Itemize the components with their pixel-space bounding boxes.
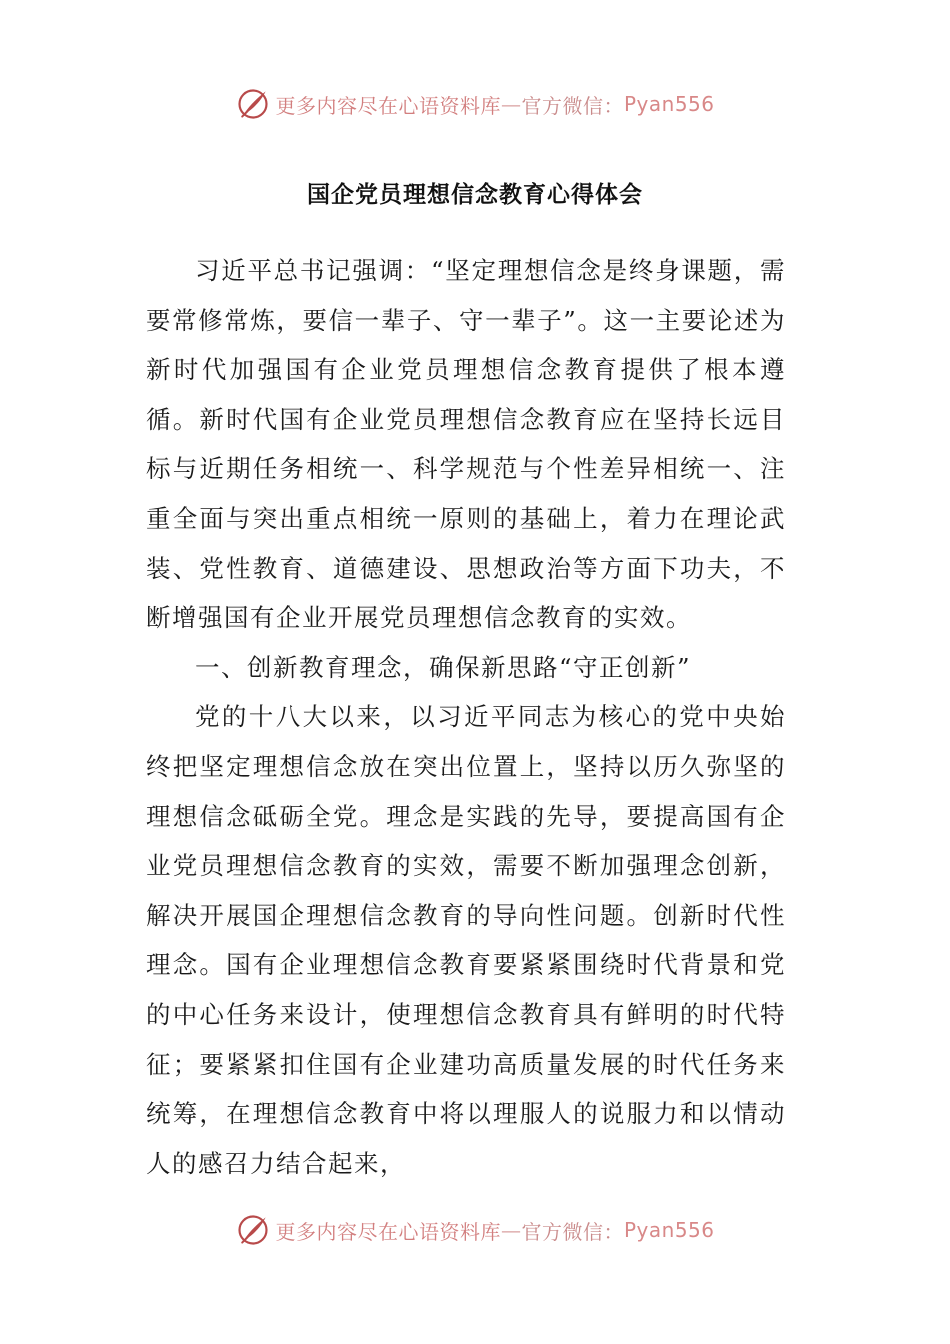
paragraph-section-1: 党的十八大以来，以习近平同志为核心的党中央始终把坚定理想信念放在突出位置上，坚持以历久弥坚的理想信念砥砺全党。理念是实践的先导，要提高国有企业党员理想信念教育的实效，需要不断加强理念创新，解决开展国企理想信念教育的导向性问题。创新时代性理念。国有企业理想信念教育要紧紧围绕时代背景和党的中心任务来设计，使理想信念教育具有鲜明的时代特征；要紧紧扣住国有企业建功高质量发展的时代任务来统筹，在理想信念教育中将以理服人的说服力和以情动人的感召力结合起来， xyxy=(146,702,786,1178)
paragraph-intro: 习近平总书记强调：“坚定理想信念是终身课题，需要常修常炼，要信一辈子、守一辈子”。这一主要论述为新时代加强国有企业党员理想信念教育提供了根本遵循。新时代国有企业党员理想信念教育应在坚持长远目标与近期任务相统一、科学规范与个性差异相统一、注重全面与突出重点相统一原则的基础上，着力在理论武装、党性教育、道德建设、思想政治等方面下功夫，不断增强国有企业开展党员理想信念教育的实效。 xyxy=(146,256,786,633)
watermark-text: 更多内容尽在心语资料库 xyxy=(275,1219,501,1244)
watermark-footer xyxy=(0,1210,950,1250)
quill-logo-icon xyxy=(235,1212,271,1248)
document-title: 国企党员理想信念教育心得体会 xyxy=(307,182,643,208)
watermark-wechat-id: Pyan556 xyxy=(623,92,715,116)
document-body xyxy=(146,246,786,1188)
watermark-official-label: 官方微信： xyxy=(521,1219,624,1244)
watermark-dash: — xyxy=(500,92,522,116)
watermark-official-label: 官方微信： xyxy=(521,93,624,118)
watermark-wechat-id: Pyan556 xyxy=(623,1218,715,1242)
watermark-text: 更多内容尽在心语资料库 xyxy=(275,93,501,118)
section-heading-1: 一、创新教育理念，确保新思路“守正创新” xyxy=(195,652,692,682)
watermark-header xyxy=(0,84,950,124)
quill-logo-icon xyxy=(235,86,271,122)
watermark-dash: — xyxy=(500,1218,522,1242)
